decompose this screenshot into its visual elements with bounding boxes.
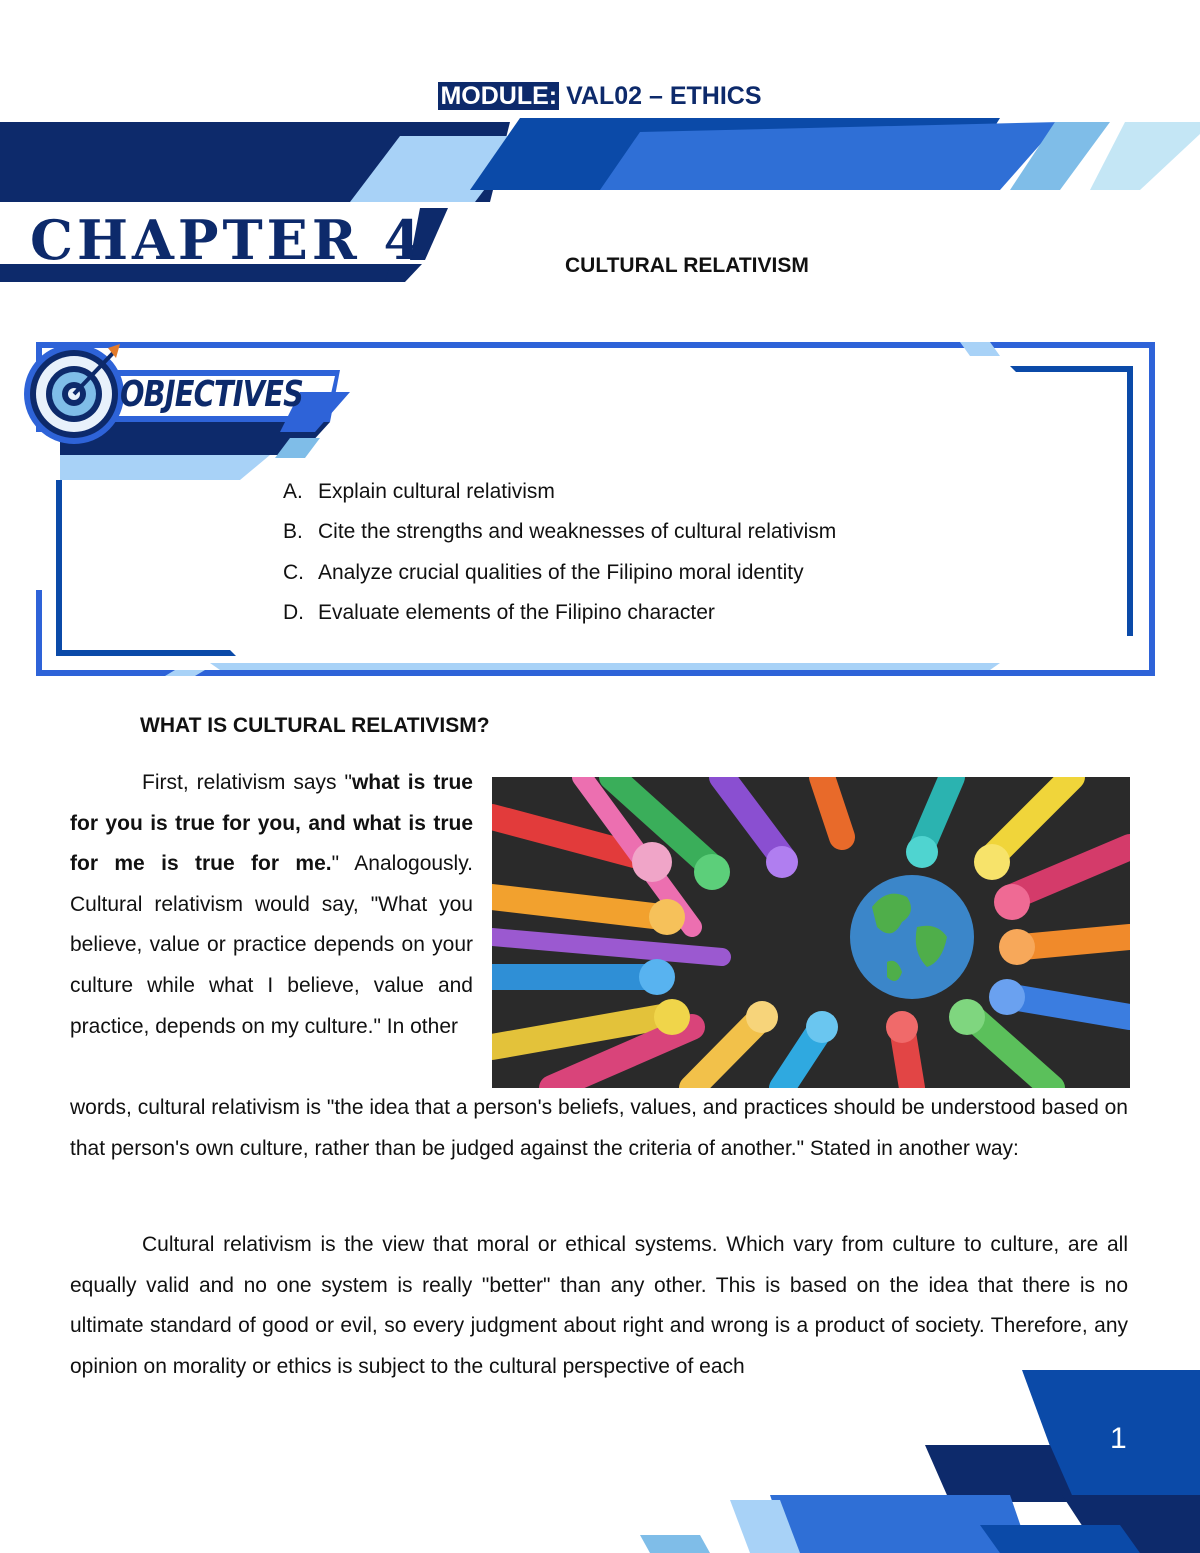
footer-banner — [0, 1370, 1200, 1553]
module-code: VAL02 – ETHICS — [559, 82, 762, 110]
paragraph-definition: Cultural relativism is the view that moral or ethical systems. Which vary from culture to culture, are all equally valid and no one system is really "better" than any other. This is based on the idea that there is no ultimate standard of good or evil, so every judgment about right and wrong is a product of society. Therefore, any opinion on morality or ethics is subject to the cultural perspective of each — [70, 1233, 1128, 1378]
section-heading: WHAT IS CULTURAL RELATIVISM? — [140, 714, 490, 737]
hands-globe-illustration — [492, 777, 1130, 1088]
objectives-label: OBJECTIVES — [120, 374, 304, 415]
module-line — [0, 82, 1200, 111]
module-tag: MODULE: — [440, 82, 558, 110]
objective-item: A. Explain cultural relativism — [283, 480, 555, 503]
page-number: 1 — [1110, 1422, 1127, 1455]
paragraph-intro: First, relativism says "what is true for you is true for you, and what is true for me is true for me." Analogously. Cultural relativism would say, "What you believe, value or practice depends on your culture while what I believe, value and practice, depends on my culture." In other — [70, 771, 473, 1038]
banner-stripe-2 — [1090, 122, 1200, 190]
objectives-ribbon-light — [60, 455, 270, 480]
paragraph-intro-continued: words, cultural relativism is "the idea that a person's beliefs, values, and practices should be understood based on that person's own culture, rather than be judged against the criteria of another." Stated in another way: — [70, 1096, 1128, 1160]
chapter-title: CHAPTER 4 — [30, 208, 426, 272]
objective-item: D. Evaluate elements of the Filipino character — [283, 601, 715, 624]
objective-item: B. Cite the strengths and weaknesses of cultural relativism — [283, 520, 837, 543]
chapter-subtitle: CULTURAL RELATIVISM — [565, 254, 809, 277]
objective-item: C. Analyze crucial qualities of the Filipino moral identity — [283, 561, 804, 584]
banner-mid-band — [600, 122, 1060, 190]
target-icon — [22, 338, 132, 448]
globe-icon — [850, 875, 974, 999]
